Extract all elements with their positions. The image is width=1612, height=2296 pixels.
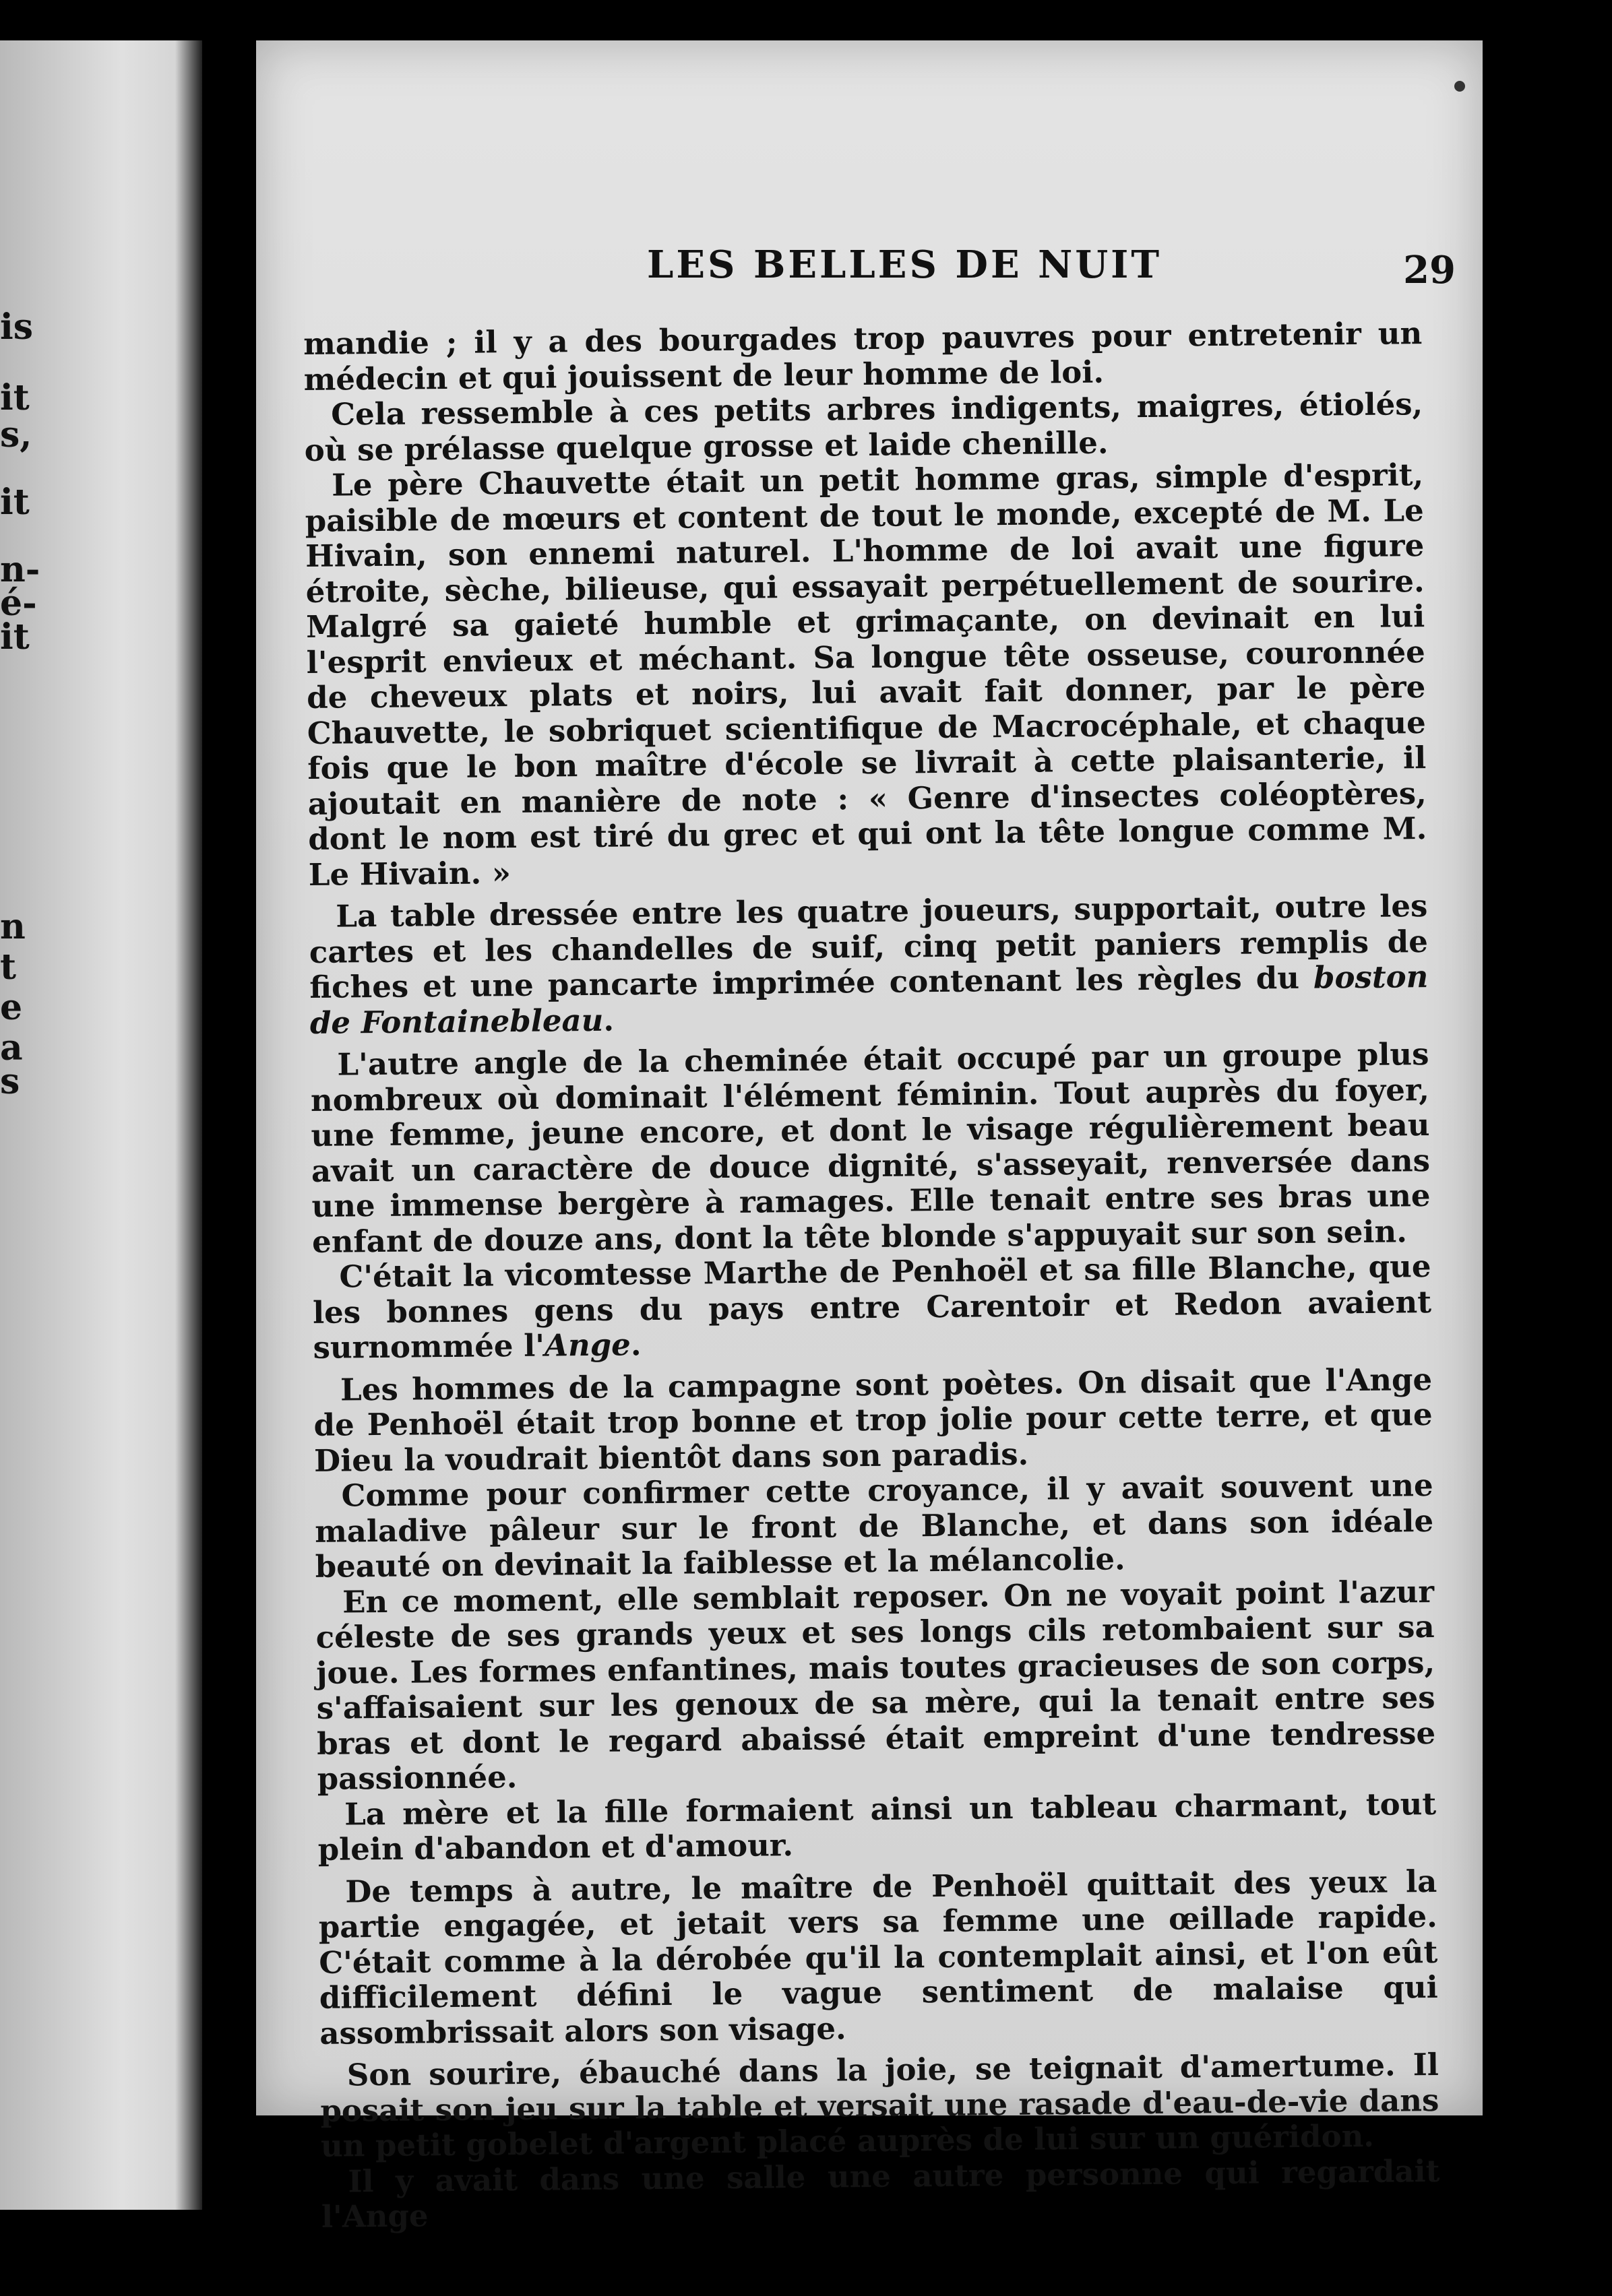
page-number: 29 (1403, 248, 1456, 292)
paragraph: mandie ; il y a des bourgades trop pauvres pour entretenir un médecin et qui jouissent de leur homme de loi. (303, 315, 1423, 397)
paragraph: Son sourire, ébauché dans la joie, se teignait d'amertume. Il posait son jeu sur la table et versait une rasade d'eau-de-vie dans un petit gobelet d'argent placé auprès de lui sur un guéridon. (320, 2046, 1439, 2164)
facing-page-fragment: it (0, 482, 30, 523)
page-body-text (303, 316, 1440, 2235)
paragraph: La mère et la fille formaient ainsi un tableau charmant, tout plein d'abandon et d'amour. (317, 1785, 1437, 1868)
facing-page-edge (0, 40, 202, 2210)
paragraph: Le père Chauvette était un petit homme gras, simple d'esprit, paisible de mœurs et content de tout le monde, excepté de M. Le Hivain, son ennemi naturel. L'homme de loi avait une figure étroite, sèche, bilieuse, qui essayait perpétuellement de sourire. Malgré sa gaieté humble et grimaçante, on devinait en lui l'esprit envieux et méchant. Sa longue tête osseuse, couronnée de cheveux plats et noirs, lui avait fait donner, par le père Chauvette, le sobriquet scientifique de Macrocéphale, et chaque fois que le bon maître d'école se livrait à cette plaisanterie, il ajoutait en manière de note : « Genre d'insectes coléoptères, dont le nom est tiré du grec et qui ont la tête longue comme M. Le Hivain. » (305, 457, 1427, 893)
book-gutter-shadow (175, 40, 202, 2210)
paragraph: En ce moment, elle semblait reposer. On ne voyait point l'azur céleste de ses grands yeux et ses longs cils retombaient sur sa joue. Les formes enfantines, mais toutes gracieuses de son corps, s'affaisaient sur les genoux de sa mère, qui la tenait entre ses bras et dont le regard abaissé était empreint d'une tendresse passionnée. (315, 1573, 1436, 1797)
facing-page-fragment: e (0, 987, 23, 1028)
facing-page-fragment: is (0, 307, 34, 348)
facing-page-fragment: it (0, 377, 30, 418)
paragraph: Il y avait dans une salle une autre personne qui regardait l'Ange (321, 2152, 1440, 2235)
paragraph: Comme pour confirmer cette croyance, il y avait souvent une maladive pâleur sur le front de Blanche, et dans son idéale beauté on devinait la faiblesse et la mélancolie. (314, 1467, 1434, 1585)
paragraph: Les hommes de la campagne sont poètes. On disait que l'Ange de Penhoël était trop bonne et trop jolie pour cette terre, et que Dieu la voudrait bientôt dans son paradis. (313, 1361, 1433, 1479)
book-page (256, 40, 1483, 2235)
paragraph: De temps à autre, le maître de Penhoël quittait des yeux la partie engagée, et jetait vers sa femme une œillade rapide. C'était comme à la dérobée qu'il la contemplait ainsi, et l'on eût difficilement défini le vague sentiment de malaise qui assombrissait alors son visage. (318, 1863, 1438, 2051)
page-header (256, 243, 1483, 303)
facing-page-fragment: n (0, 906, 26, 947)
facing-page-fragment: it (0, 616, 30, 658)
paragraph: Cela ressemble à ces petits arbres indigents, maigres, étiolés, où se prélasse quelque grosse et laide chenille. (304, 386, 1423, 468)
running-title: LES BELLES DE NUIT (647, 243, 1162, 287)
facing-page-fragment: é- (0, 583, 37, 624)
ink-speck (1454, 81, 1465, 92)
paragraph: La table dressée entre les quatre joueurs, supportait, outre les cartes et les chandelles de suif, cinq petit paniers remplis de fiches et une pancarte imprimée contenant les règles du boston de Fontainebleau. (309, 888, 1429, 1041)
paragraph: C'était la vicomtesse Marthe de Penhoël et sa fille Blanche, que les bonnes gens du pays entre Carentoir et Redon avaient surnommée l'Ange. (312, 1248, 1432, 1366)
facing-page-fragment: s, (0, 414, 32, 455)
facing-page-fragment: t (0, 947, 17, 988)
facing-page-fragment: a (0, 1027, 23, 1069)
paragraph: L'autre angle de la cheminée était occupé par un groupe plus nombreux où dominait l'élément féminin. Tout auprès du foyer, une femme, jeune encore, et dont le visage régulièrement beau avait un caractère de douce dignité, s'asseyait, renversée dans une immense bergère à ramages. Elle tenait entre ses bras une enfant de douze ans, dont la tête blonde s'appuyait sur son sein. (310, 1036, 1431, 1260)
facing-page-fragment: n- (0, 549, 40, 590)
facing-page-fragment: s (0, 1061, 20, 1102)
